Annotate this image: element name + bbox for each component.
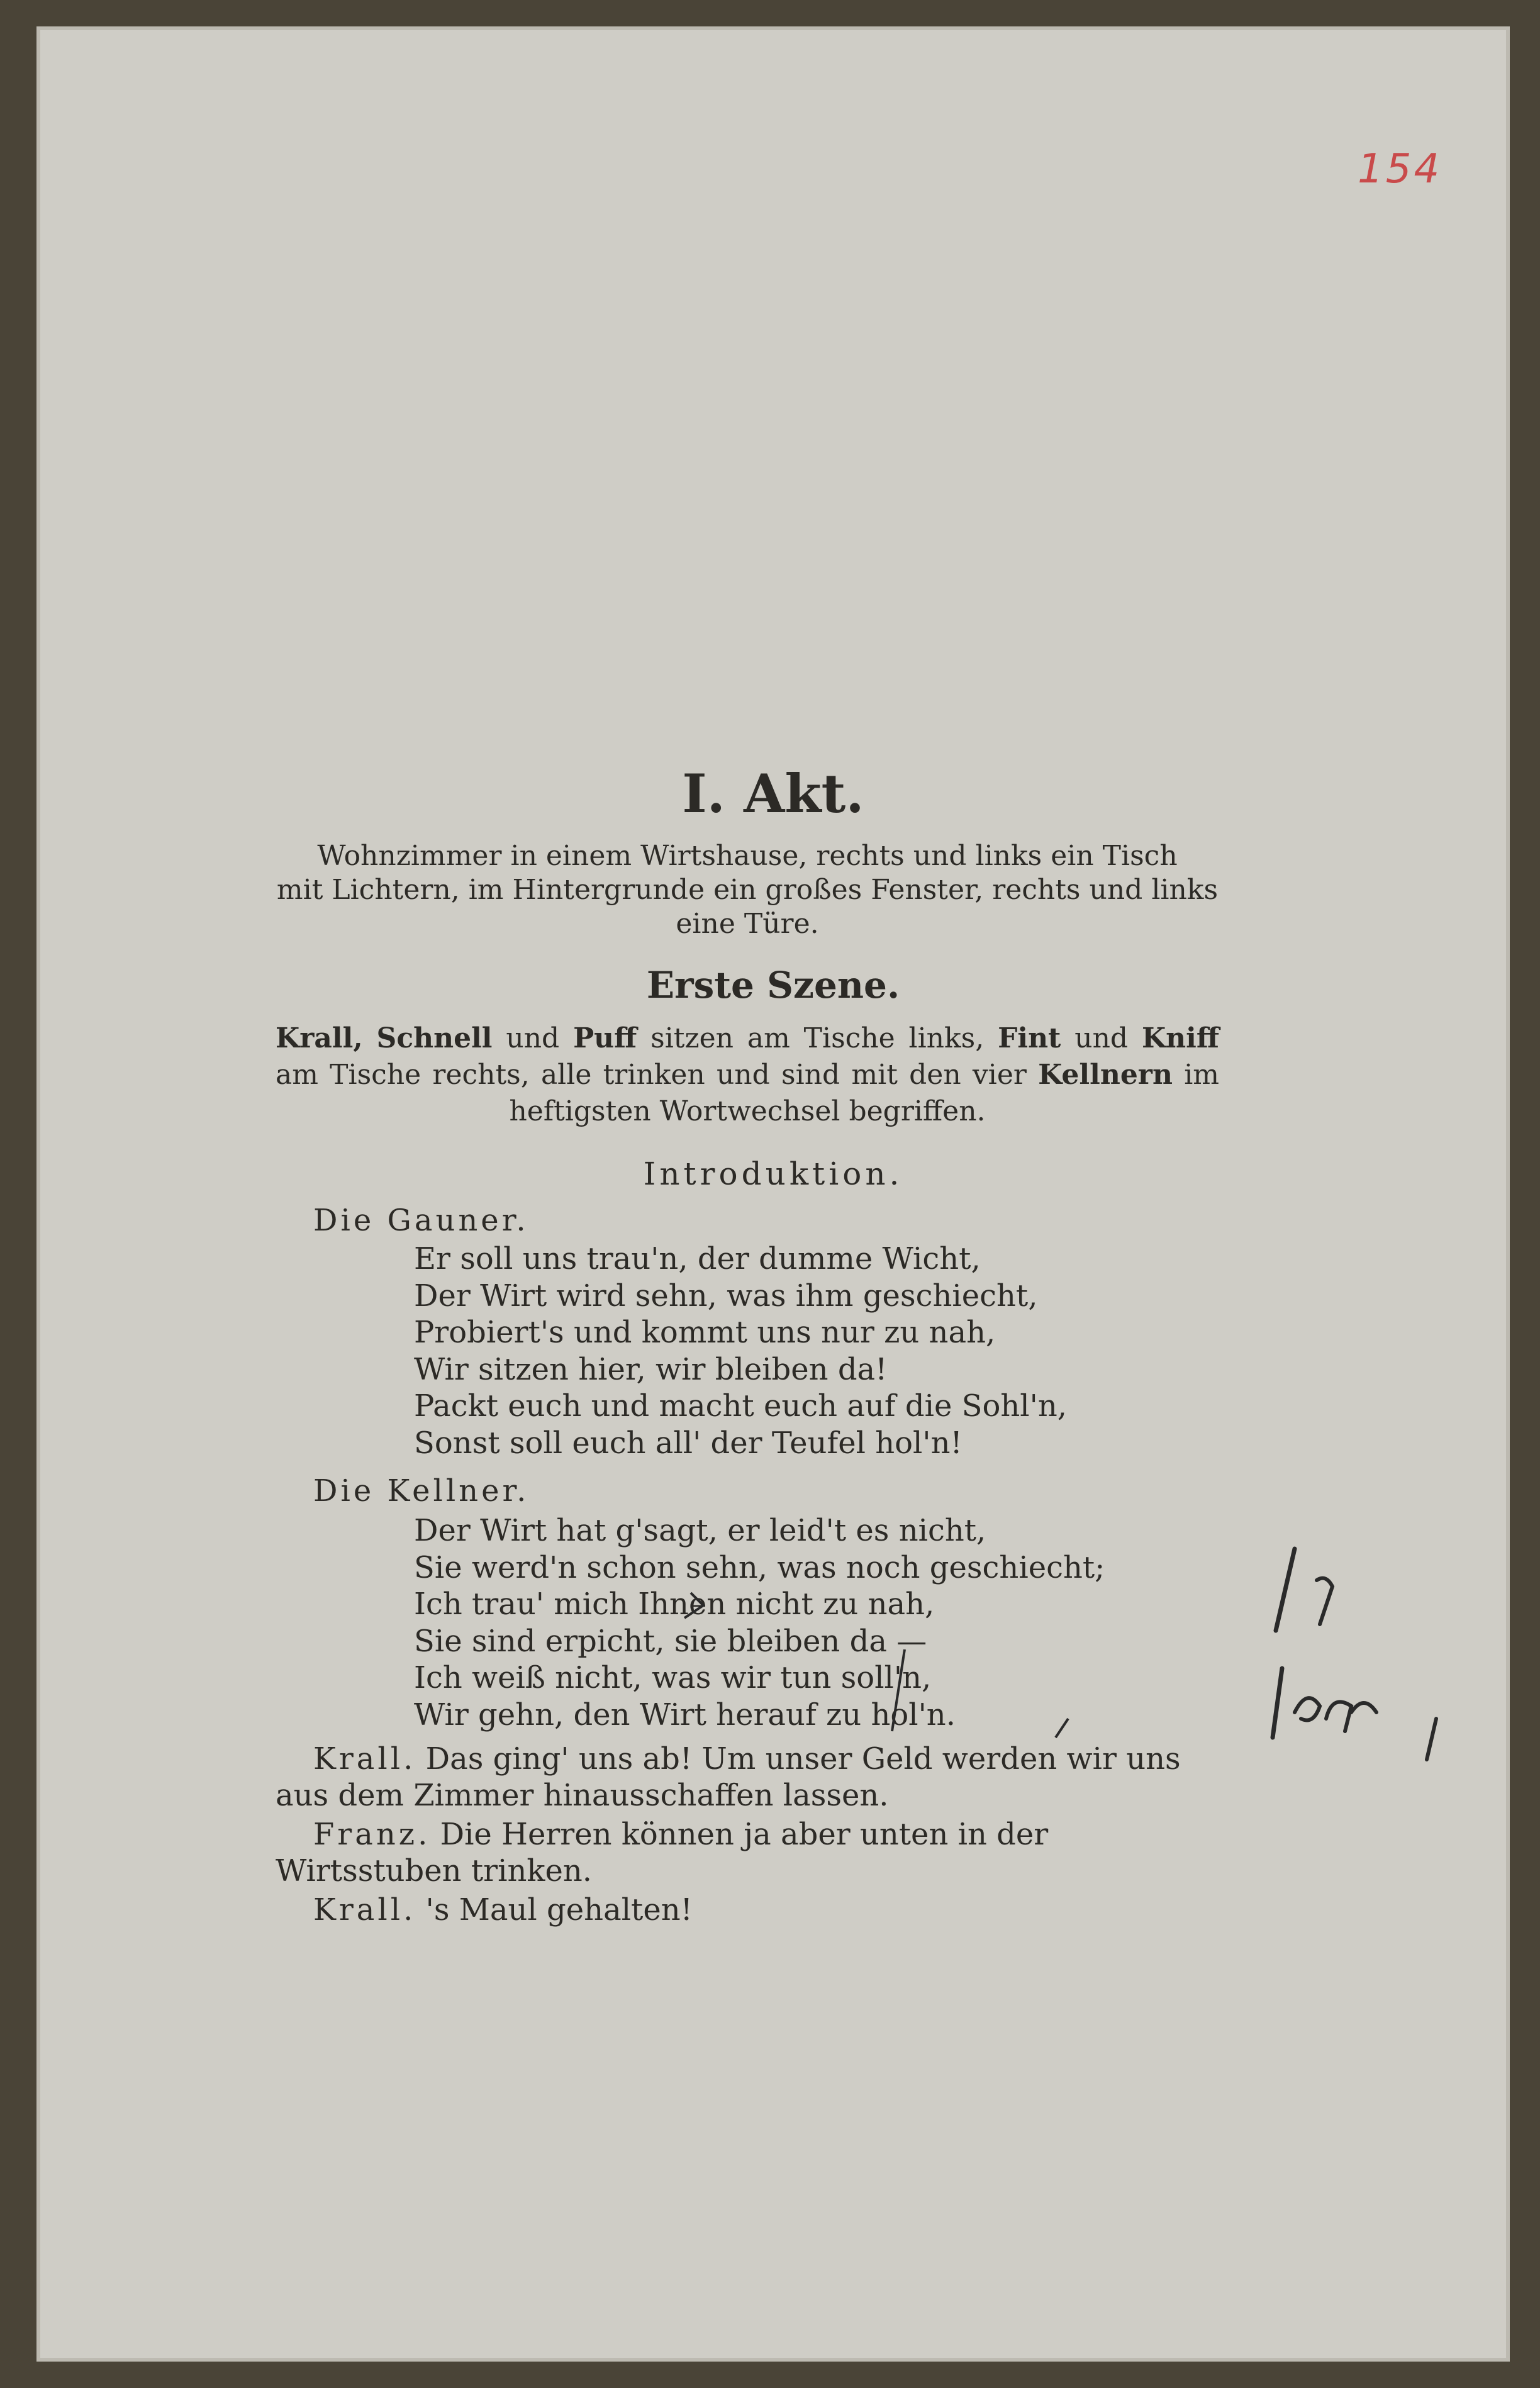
speaker-name: Franz. [313,1817,431,1852]
verse-line: Ich weiß nicht, was wir tun soll'n, [414,1660,932,1695]
verse-line: Er soll uns trau'n, der dumme Wicht, [414,1241,981,1276]
setting-line: mit Lichtern, im Hintergrunde ein großes Fenster, rechts und links [276,874,1219,906]
character-name: Puff [573,1022,637,1054]
speaker-gauner: Die Gauner. [313,1203,529,1238]
verse-line: Ich trau' mich Ihnen nicht zu nah, [414,1587,935,1622]
character-name: Krall, [276,1022,363,1054]
character-name: Kellnern [1038,1059,1173,1091]
verse-line: Wir sitzen hier, wir bleiben da! [414,1351,888,1387]
verse-gauner [414,1241,1067,1461]
setting-line: Wohnzimmer in einem Wirtshause, rechts und links ein Tisch [317,840,1178,872]
speaker-kellner: Die Kellner. [313,1473,530,1509]
character-name: Fint [998,1022,1061,1054]
dialogue-line: Franz. Die Herren können ja aber unten in der Wirtsstuben trinken. [276,1817,1049,1889]
character-name: Kniff [1141,1022,1219,1054]
handwritten-annotation [1257,1530,1471,1769]
character-name: Schnell [376,1022,493,1054]
dialogue-line: Krall. 's Maul gehalten! [313,1892,693,1928]
verse-line: Sie werd'n schon sehn, was noch geschiecht; [414,1549,1105,1585]
verse-line: Sonst soll euch all' der Teufel hol'n! [414,1425,962,1461]
handwritten-correction [666,1580,1093,1744]
verse-line: Der Wirt hat g'sagt, er leid't es nicht, [414,1513,986,1548]
verse-line: Sie sind erpicht, sie bleiben da — [414,1623,927,1659]
act-title: I. Akt. [682,762,864,825]
dialogue-line: Krall. Das ging' uns ab! Um unser Geld werden wir uns aus dem Zimmer hinausschaffen lassen. [276,1741,1181,1813]
scene-description: Krall, Schnell und Puff sitzen am Tische links, Fint und Kniff am Tische rechts, alle trinken und sind mit den vier Kellnern im heftigsten Wortwechsel begriffen. [276,1022,1220,1127]
verse-line: Der Wirt wird sehn, was ihm geschiecht, [414,1278,1038,1314]
introduction-title: Introduktion. [643,1156,903,1192]
speaker-name: Krall. [313,1741,416,1777]
stage-setting [276,839,1219,941]
verse-line: Wir gehn, den Wirt herauf zu hol'n. [414,1697,956,1732]
speaker-name: Krall. [313,1892,416,1928]
page-number: 154 [1358,146,1442,192]
verse-line: Probiert's und kommt uns nur zu nah, [414,1315,996,1350]
verse-line: Packt euch und macht euch auf die Sohl'n, [414,1388,1068,1424]
scene-title: Erste Szene. [646,964,900,1007]
setting-line: eine Türe. [676,908,819,940]
document-page [36,26,1510,2362]
